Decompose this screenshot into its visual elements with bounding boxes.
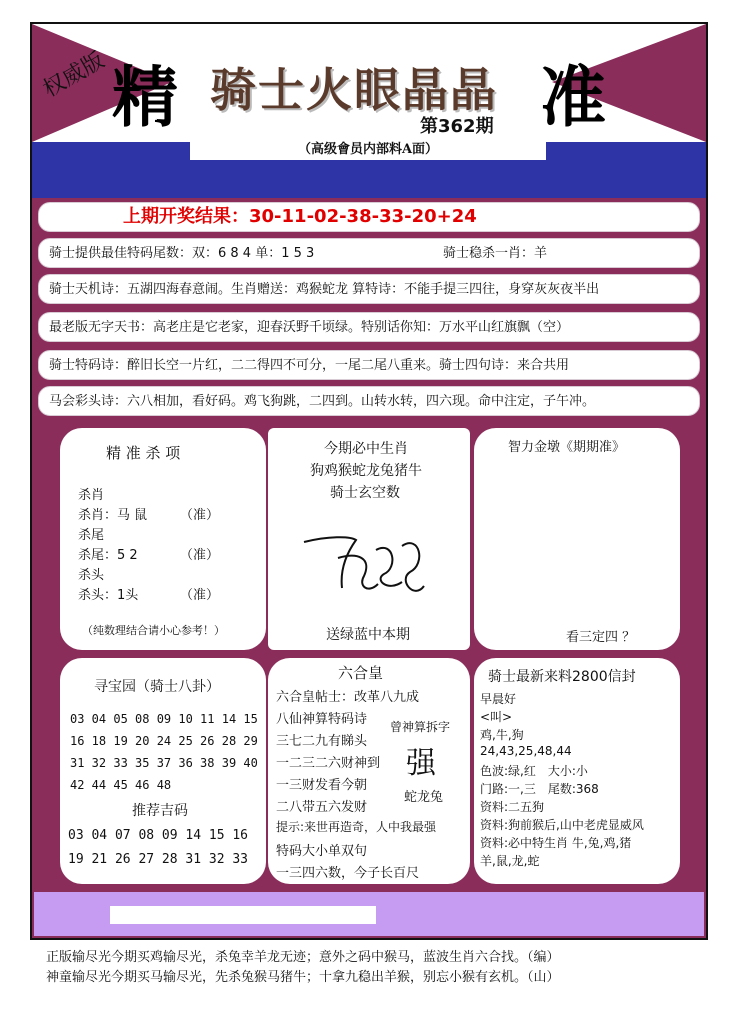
info-row-horse xyxy=(38,386,700,416)
liuhe-panel xyxy=(268,658,470,884)
latest-line: 色波:绿,红 大小:小 xyxy=(480,764,588,778)
center-line-3: 骑士玄空数 xyxy=(330,485,400,501)
treasure-row: 42 44 45 46 48 xyxy=(70,778,172,792)
latest-line: 资料:二五狗 xyxy=(480,800,545,814)
latest-line: 资料:必中特生肖 牛,兔,鸡,猪 xyxy=(480,836,632,850)
blank-slip xyxy=(110,906,376,924)
center-line-2: 狗鸡猴蛇龙兔猪牛 xyxy=(310,463,422,479)
lucky-row: 03 04 07 08 09 14 15 16 xyxy=(68,828,249,843)
center-line-4: 送绿蓝中本期 xyxy=(326,627,410,643)
kill-line: 杀尾 xyxy=(78,528,105,543)
right-panel-bottom: 看三定四 ？ xyxy=(566,630,636,645)
badge: 权威版 xyxy=(39,47,109,103)
special-text: 骑士特码诗：醉旧长空一片红，二二得四不可分，一尾二尾八重来。骑士四句诗：来合共用 xyxy=(49,358,570,373)
latest-line: 羊,鼠,龙,蛇 xyxy=(480,854,540,868)
kill-line: 杀头：1头 xyxy=(78,588,139,603)
liuhe-line: 一三财发看今朝 xyxy=(276,778,368,793)
right-char: 准 xyxy=(540,58,606,136)
god-title: 曾神算拆字 xyxy=(390,720,451,734)
treasure-row: 03 04 05 08 09 10 11 14 15 xyxy=(70,712,258,726)
latest-line: <叫> xyxy=(480,710,513,724)
liuhe-title: 六合皇 xyxy=(338,664,384,682)
info-row-poem xyxy=(38,274,700,304)
latest-line: 鸡,牛,狗 xyxy=(480,728,524,742)
liuhe-line: 一二三二六财神到 xyxy=(276,756,381,771)
book-text: 最老版无字天书：高老庄是它老家，迎春沃野千顷绿。特别话你知：万水平山红旗飘（空） xyxy=(49,320,570,335)
issue-number: 第362期 xyxy=(420,116,494,137)
treasure-row: 31 32 33 35 37 36 38 39 40 xyxy=(70,756,258,770)
liuhe-line: 六合皇帖士：改革八九成 xyxy=(276,690,420,705)
latest-line: 早晨好 xyxy=(480,692,517,706)
footer-line-1: 正版输尽光今期买鸡输尽光，杀兔幸羊龙无迹；意外之码中猴马，蓝波生肖六合找。（编） xyxy=(46,950,560,965)
treasure-panel xyxy=(60,658,266,884)
liuhe-line: 特码大小单双句 xyxy=(276,844,368,859)
poster-frame xyxy=(30,22,708,940)
kill-mark: （准） xyxy=(180,548,220,563)
liuhe-line: 一三四六数，今子长百尺 xyxy=(276,866,420,881)
kill-line: 杀肖：马 鼠 xyxy=(78,508,148,523)
result-numbers: 30-11-02-38-33-20+24 xyxy=(249,206,477,227)
tail-text: 骑士提供最佳特码尾数：双：6 8 4 单：1 5 3 xyxy=(49,246,315,261)
kill-panel xyxy=(60,428,266,650)
god-char: 强 xyxy=(406,746,436,781)
god-sub: 蛇龙兔 xyxy=(404,790,444,805)
lucky-title: 推荐吉码 xyxy=(132,803,188,819)
liuhe-line: 八仙神算特码诗 xyxy=(276,712,368,727)
lucky-row: 19 21 26 27 28 31 32 33 xyxy=(68,852,249,867)
info-row-tail xyxy=(38,238,700,268)
latest-line: 门路:一,三 尾数:368 xyxy=(480,782,599,796)
lavender-strip xyxy=(34,892,704,936)
right-panel xyxy=(474,428,680,650)
footer-line-2: 神童输尽光今期买马输尽光，先杀兔猴马猪牛；十拿九稳出羊猴，别忘小猴有玄机。（山） xyxy=(46,970,560,985)
kill-mark: （准） xyxy=(180,508,220,523)
liuhe-line: 二八带五六发财 xyxy=(276,800,368,815)
treasure-row: 16 18 19 20 24 25 26 28 29 xyxy=(70,734,258,748)
kill-one-text: 骑士稳杀一肖：羊 xyxy=(443,246,548,261)
info-row-book xyxy=(38,312,700,342)
result-label: 上期开奖结果： xyxy=(123,206,249,227)
liuhe-line: 三七二九有睇头 xyxy=(276,734,368,749)
kill-note: （纯数理结合请小心参考！） xyxy=(82,624,225,637)
center-panel xyxy=(268,428,470,650)
latest-line: 资料:狗前猴后,山中老虎显威风 xyxy=(480,818,644,832)
handwritten-number xyxy=(298,522,438,612)
poem-text: 骑士天机诗：五湖四海春意闹。生肖赠送：鸡猴蛇龙 算特诗：不能手提三四往，身穿灰灰夜半出 xyxy=(49,282,600,297)
right-panel-title: 智力金墩《期期准》 xyxy=(508,440,626,455)
kill-line: 杀尾：5 2 xyxy=(78,548,138,563)
result-row xyxy=(38,202,700,232)
liuhe-line: 提示:来世再造奇，人中我最强 xyxy=(276,820,437,834)
info-row-special xyxy=(38,350,700,380)
left-char: 精 xyxy=(112,58,178,136)
center-line-1: 今期必中生肖 xyxy=(324,441,408,457)
latest-title: 骑士最新来料2800信封 xyxy=(488,669,636,685)
kill-line: 杀肖 xyxy=(78,488,105,503)
sub-caption: （高级會员内部料A面） xyxy=(190,140,546,160)
title: 骑士火眼晶晶 xyxy=(210,63,498,117)
latest-panel xyxy=(474,658,680,884)
horse-text: 马会彩头诗：六八相加，看好码。鸡飞狗跳，二四到。山转水转，四六现。命中注定，子午冲。 xyxy=(49,394,596,409)
kill-line: 杀头 xyxy=(78,568,105,583)
kill-title: 精 准 杀 项 xyxy=(106,444,181,462)
treasure-title: 寻宝园（骑士八卦） xyxy=(94,679,220,695)
kill-mark: （准） xyxy=(180,588,220,603)
latest-line: 24,43,25,48,44 xyxy=(480,744,572,758)
